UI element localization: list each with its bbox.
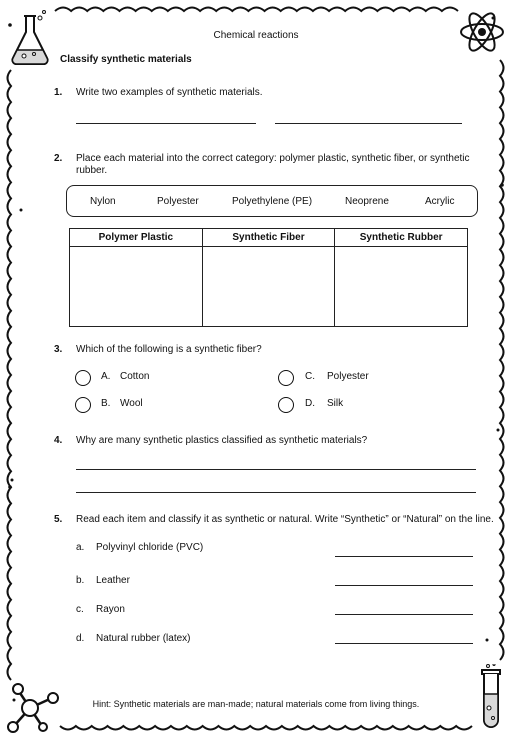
q5-item-d-letter: d.: [76, 633, 85, 644]
q5-item-d-text: Natural rubber (latex): [96, 633, 191, 644]
q5-item-b-text: Leather: [96, 575, 130, 586]
option-a-text: Cotton: [120, 371, 150, 382]
q5-item-c-text: Rayon: [96, 604, 125, 615]
option-c-letter: C.: [305, 371, 315, 382]
q1-answer-line-2[interactable]: [275, 123, 462, 124]
q5-item-a-answer-line[interactable]: [335, 556, 473, 557]
q2-number: 2.: [54, 153, 63, 164]
category-cell-synthetic-rubber[interactable]: [335, 247, 468, 327]
q5-item-b-answer-line[interactable]: [335, 585, 473, 586]
worksheet-title: Classify synthetic materials: [60, 54, 192, 65]
word-bank-item: Acrylic: [425, 196, 455, 207]
option-b-radio[interactable]: [75, 397, 91, 413]
q4-number: 4.: [54, 435, 63, 446]
option-d-text: Silk: [327, 398, 344, 409]
option-a-radio[interactable]: [75, 370, 91, 386]
q5-item-b-letter: b.: [76, 575, 85, 586]
q4-text: Why are many synthetic plastics classified as synthetic materials?: [76, 435, 368, 446]
q5-item-d-answer-line[interactable]: [335, 643, 473, 644]
word-bank-item: Polyethylene (PE): [232, 196, 313, 207]
word-bank: [66, 185, 478, 217]
option-c-text: Polyester: [327, 371, 369, 382]
word-bank-item: Polyester: [157, 196, 199, 207]
q3-text: Which of the following is a synthetic fiber?: [76, 344, 262, 355]
word-bank-item: Nylon: [90, 196, 116, 207]
q5-item-a-text: Polyvinyl chloride (PVC): [96, 542, 204, 553]
q4-answer-line-2[interactable]: [76, 492, 476, 493]
q2-text: Place each material into the correct category: polymer plastic, synthetic fiber, or synthetic rubber.: [76, 153, 470, 176]
option-d-radio[interactable]: [278, 397, 294, 413]
hint-text: Hint: Synthetic materials are man-made; natural materials come from living things.: [92, 699, 420, 709]
q5-item-a-letter: a.: [76, 542, 85, 553]
page-header-title: Chemical reactions: [213, 30, 299, 41]
option-a-letter: A.: [101, 371, 111, 382]
q1-answer-line-1[interactable]: [76, 123, 256, 124]
q1-text: Write two examples of synthetic materials.: [76, 87, 263, 98]
q5-text: Read each item and classify it as synthetic or natural. Write “Synthetic” or “Natural” on the line.: [76, 514, 494, 525]
q5-item-c-letter: c.: [76, 604, 84, 615]
category-table: [69, 228, 468, 327]
category-cell-synthetic-fiber[interactable]: [202, 247, 335, 327]
q3-number: 3.: [54, 344, 63, 355]
word-bank-item: Neoprene: [345, 196, 389, 207]
q5-number: 5.: [54, 514, 63, 525]
q5-item-c-answer-line[interactable]: [335, 614, 473, 615]
category-cell-polymer-plastic[interactable]: [70, 247, 203, 327]
option-b-letter: B.: [101, 398, 111, 409]
option-c-radio[interactable]: [278, 370, 294, 386]
column-header-polymer-plastic: Polymer Plastic: [70, 229, 203, 247]
column-header-synthetic-rubber: Synthetic Rubber: [335, 229, 468, 247]
option-d-letter: D.: [305, 398, 315, 409]
option-b-text: Wool: [120, 398, 143, 409]
column-header-synthetic-fiber: Synthetic Fiber: [202, 229, 335, 247]
q4-answer-line-1[interactable]: [76, 469, 476, 470]
q1-number: 1.: [54, 87, 63, 98]
